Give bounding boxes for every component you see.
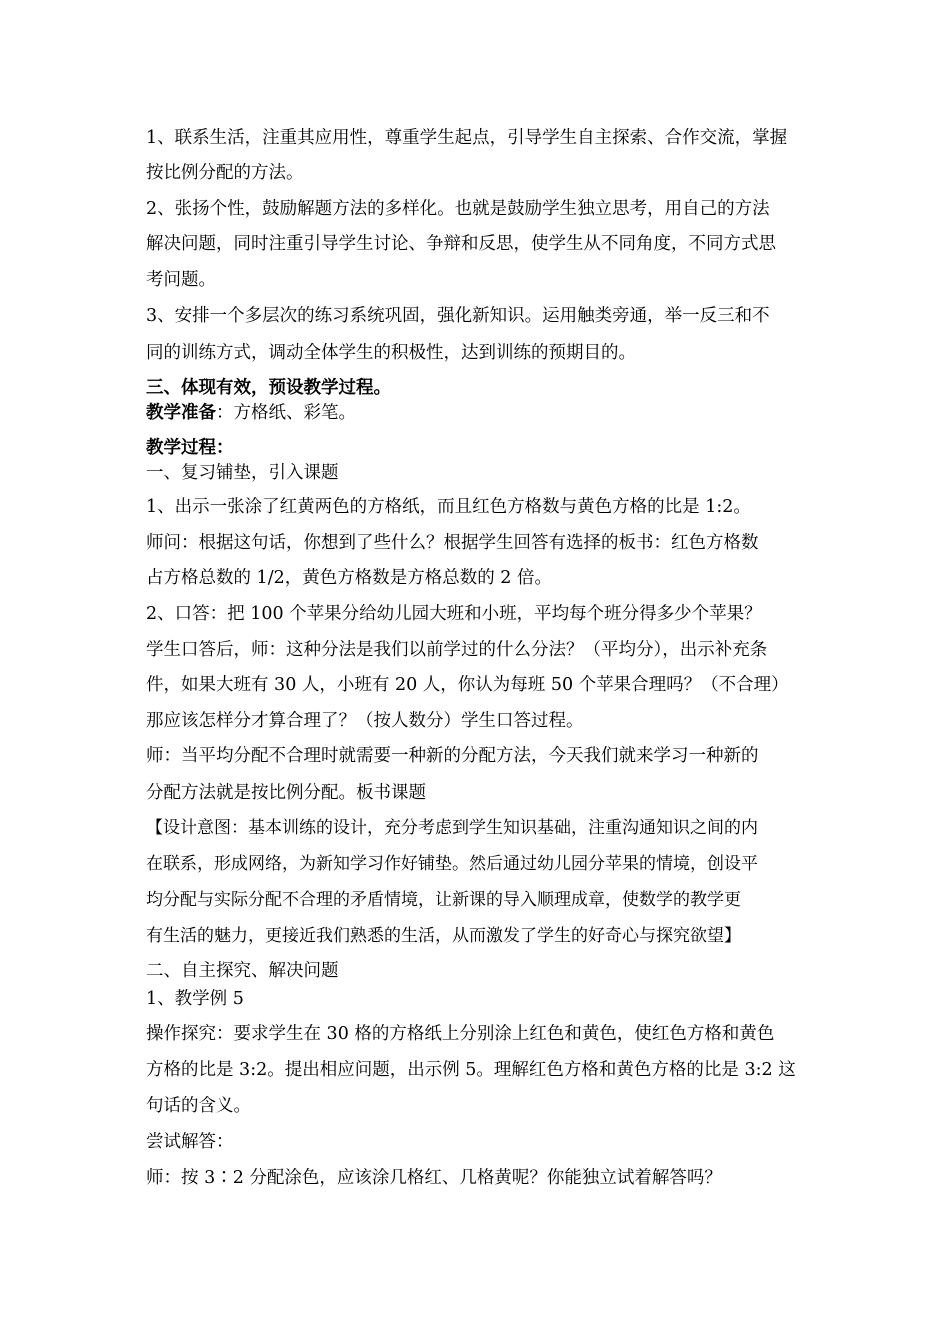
paragraph-line: 占方格总数的 1/2，黄色方格数是方格总数的 2 倍。 [146, 568, 552, 588]
paragraph-line: 1、教学例 5 [146, 989, 244, 1009]
paragraph-line: 那应该怎样分才算合理了？（按人数分）学生口答过程。 [146, 711, 584, 731]
paragraph-line: 2、张扬个性，鼓励解题方法的多样化。也就是鼓励学生独立思考，用自己的方法 [146, 199, 770, 219]
design-note-line: 有生活的魅力，更接近我们熟悉的生活，从而激发了学生的好奇心与探究欲望】 [146, 926, 741, 946]
label-colon: ： [216, 403, 234, 423]
paragraph-line: 学生口答后，师：这种分法是我们以前学过的什么分法？（平均分），出示补充条 [146, 640, 768, 660]
paragraph-line: 2、口答：把 100 个苹果分给幼儿园大班和小班，平均每个班分得多少个苹果？ [146, 604, 762, 624]
design-note-line: 在联系，形成网络，为新知学习作好铺垫。然后通过幼儿园分苹果的情境，创设平 [146, 854, 758, 874]
paragraph-line: 按比例分配的方法。 [146, 163, 304, 183]
paragraph-line: 方格的比是 3:2。提出相应问题，出示例 5。理解红色方格和黄色方格的比是 3:2 这 [146, 1060, 796, 1080]
paragraph-line: 件，如果大班有 30 人，小班有 20 人，你认为每班 50 个苹果合理吗？（不合理） [146, 675, 789, 695]
paragraph-line: 1、联系生活，注重其应用性，尊重学生起点，引导学生自主探索、合作交流，掌握 [146, 128, 788, 148]
design-note-line: 【设计意图：基本训练的设计，充分考虑到学生知识基础，注重沟通知识之间的内 [146, 818, 758, 838]
paragraph-line: 解决问题，同时注重引导学生讨论、争辩和反思，使学生从不同角度，不同方式思 [146, 234, 776, 254]
paragraph-line: 3、安排一个多层次的练习系统巩固，强化新知识。运用触类旁通，举一反三和不 [146, 306, 770, 326]
paragraph-line: 1、出示一张涂了红黄两色的方格纸，而且红色方格数与黄色方格的比是 1:2。 [146, 497, 751, 517]
paragraph-line: 操作探究：要求学生在 30 格的方格纸上分别涂上红色和黄色，使红色方格和黄色 [146, 1024, 775, 1044]
paragraph-line: 分配方法就是按比例分配。板书课题 [146, 783, 426, 803]
paragraph-line: 同的训练方式，调动全体学生的积极性，达到训练的预期目的。 [146, 343, 636, 363]
section-heading: 三、体现有效，预设教学过程。 [146, 378, 391, 398]
paragraph-line: 一、复习铺垫，引入课题 [146, 463, 339, 483]
design-note-line: 均分配与实际分配不合理的矛盾情境，让新课的导入顺理成章，使数学的教学更 [146, 890, 741, 910]
paragraph-line: 二、自主探究、解决问题 [146, 961, 339, 981]
paragraph-line: 句话的含义。 [146, 1096, 251, 1116]
paragraph-line: 师：当平均分配不合理时就需要一种新的分配方法，今天我们就来学习一种新的 [146, 746, 759, 766]
paragraph-line: 考问题。 [146, 270, 216, 290]
preparation-label: 教学准备 [146, 403, 216, 423]
subheading: 教学过程： [146, 438, 234, 458]
paragraph-line: 尝试解答： [146, 1132, 234, 1152]
paragraph-line: 师问：根据这句话，你想到了些什么？根据学生回答有选择的板书：红色方格数 [146, 533, 759, 553]
preparation-line [146, 401, 356, 425]
preparation-text: 方格纸、彩笔。 [233, 403, 356, 423]
paragraph-line: 师：按 3∶2 分配涂色，应该涂几格红、几格黄呢？你能独立试着解答吗？ [146, 1168, 722, 1188]
